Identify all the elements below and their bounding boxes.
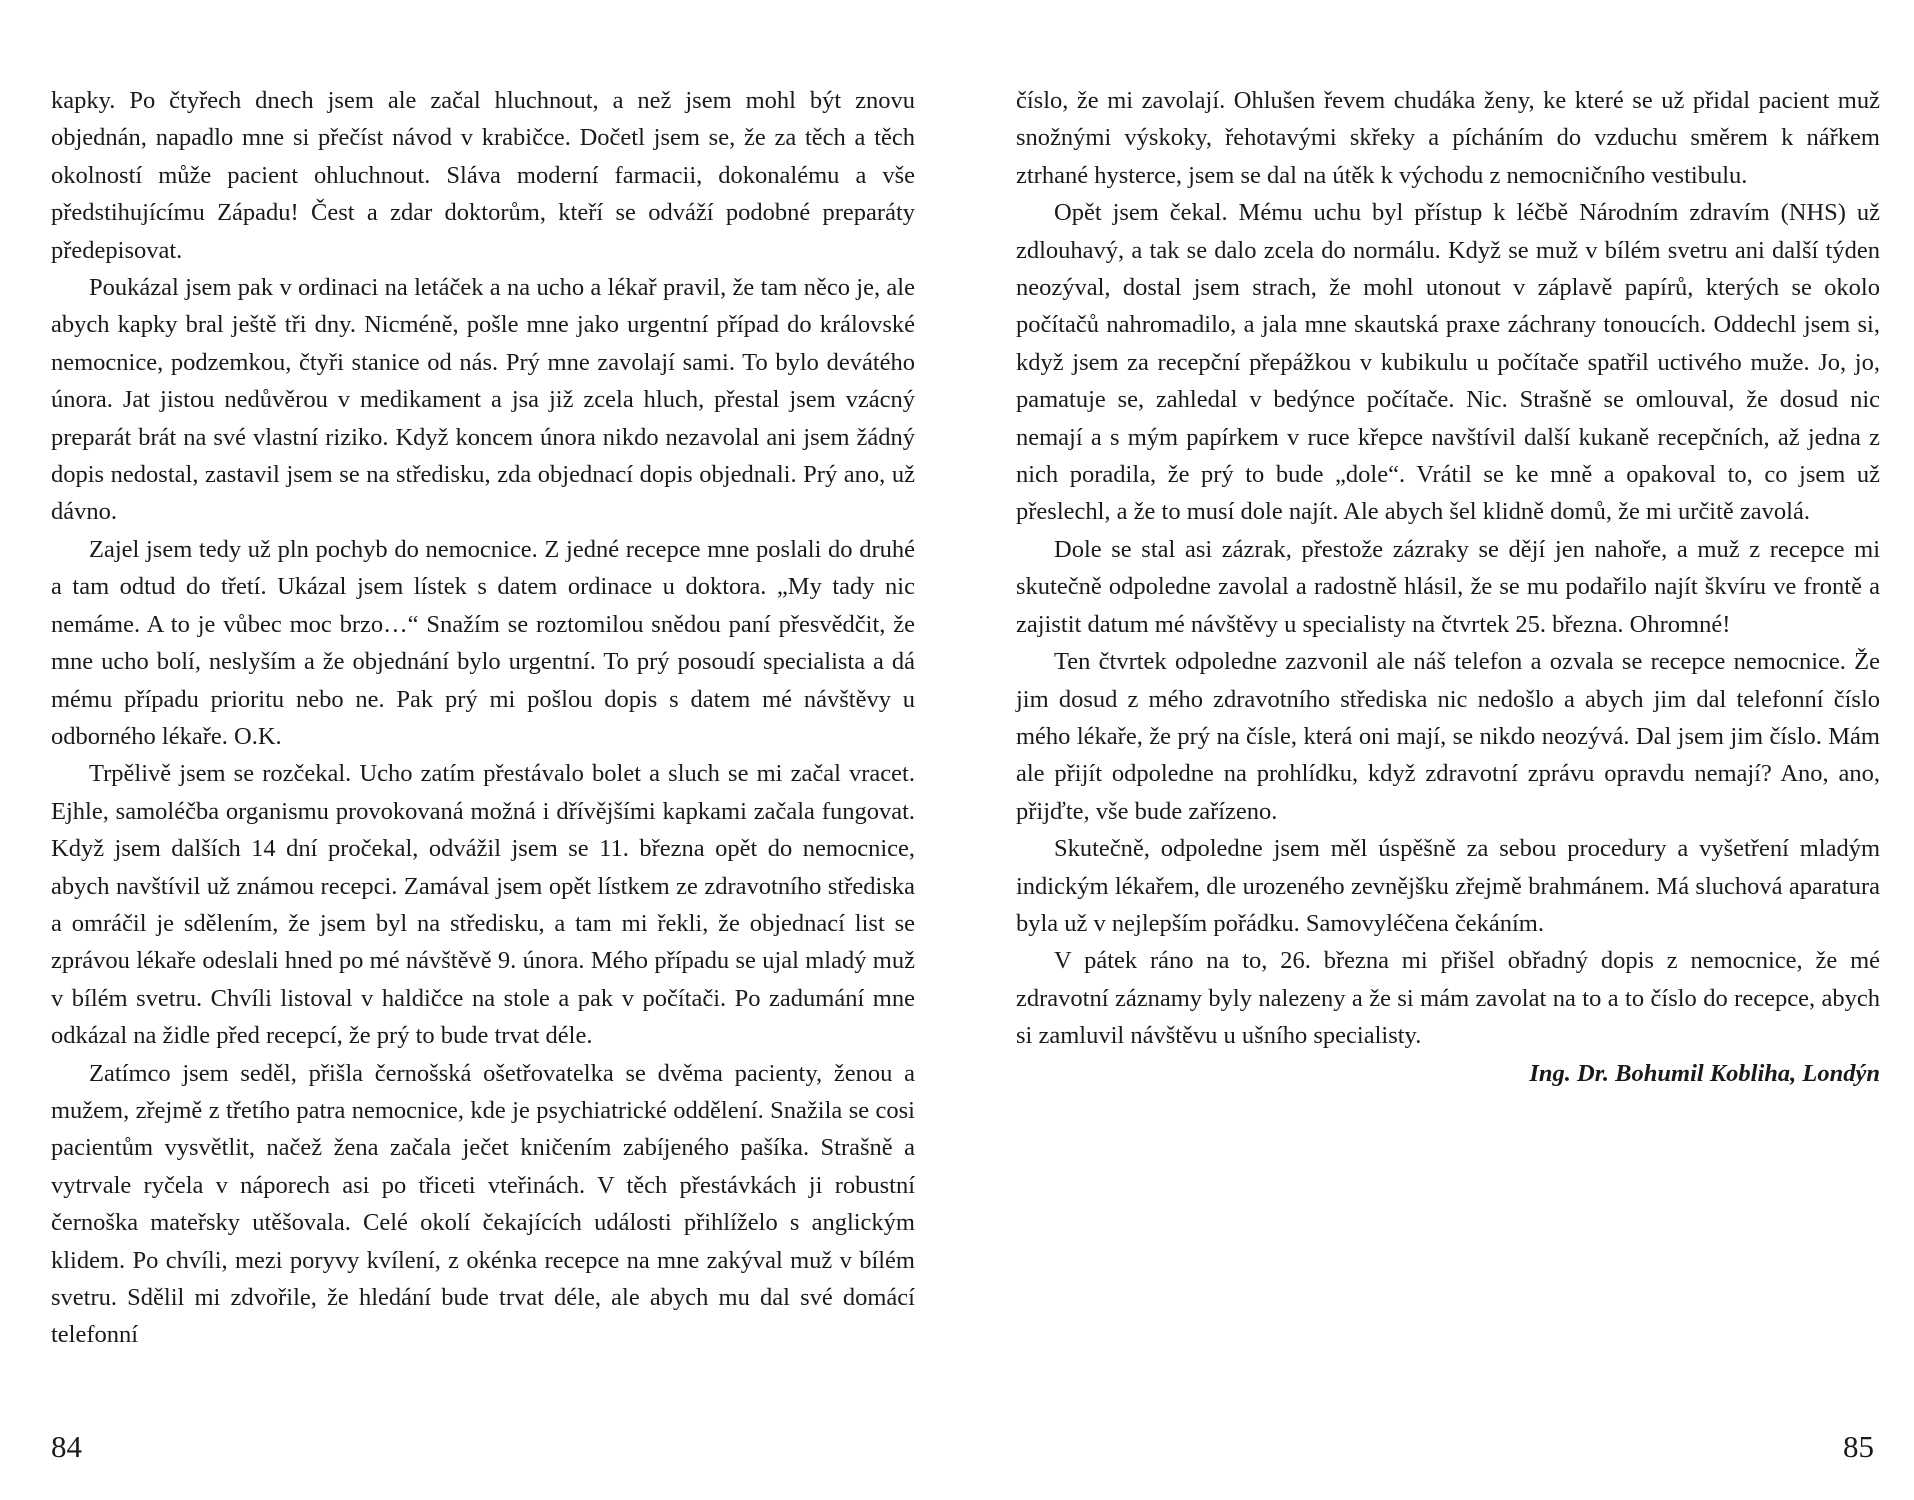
paragraph: Ten čtvrtek odpoledne zazvonil ale náš telefon a ozvala se recepce nemocnice. Že jim dosud z mého zdravotního střediska nic nedošlo a abych jim dal telefonní číslo mého lékaře, že prý na čísle, která oni mají, se nikdo neozývá. Dal jsem jim číslo. Mám ale přijít odpoledne na prohlídku, když zdravotní zprávu opravdu nemají? Ano, ano, přijďte, vše bude zařízeno. bbox=[1016, 648, 1880, 825]
left-page bbox=[51, 82, 915, 1354]
page-number-right: 85 bbox=[1843, 1429, 1874, 1464]
paragraph: Poukázal jsem pak v ordinaci na letáček a na ucho a lékař pravil, že tam něco je, ale abych kapky bral ještě tři dny. Nicméně, pošle mne jako urgentní případ do královské nemocnice, podzemkou, čtyři stanice od nás. Prý mne zavolají sami. To bylo devátého února. Jat jistou nedůvěrou v medikament a jsa již zcela hluch, přestal jsem vzácný preparát brát na své vlastní riziko. Když koncem února nikdo nezavolal ani jsem žádný dopis nedostal, zastavil jsem se na středisku, zda objednací dopis objednali. Prý ano, už dávno. bbox=[51, 274, 915, 526]
paragraph: kapky. Po čtyřech dnech jsem ale začal hluchnout, a než jsem mohl být znovu objednán, napadlo mne si přečíst návod v krabičce. Dočetl jsem se, že za těch a těch okolností může pacient ohluchnout. Sláva moderní farmacii, dokonalému a vše předstihujícímu Západu! Čest a zdar doktorům, kteří se odváží podobné preparáty předepisovat. bbox=[51, 87, 915, 264]
paragraph: číslo, že mi zavolají. Ohlušen řevem chudáka ženy, ke které se už přidal pacient muž snožnými výskoky, řehotavými skřeky a pícháním do vzduchu směrem k nářkem ztrhané hysterce, jsem se dal na útěk k východu z nemocničního vestibulu. bbox=[1016, 87, 1880, 189]
paragraph: Zajel jsem tedy už pln pochyb do nemocnice. Z jedné recepce mne poslali do druhé a tam odtud do třetí. Ukázal jsem lístek s datem ordinace u doktora. „My tady nic nemáme. A to je vůbec moc brzo…“ Snažím se roztomilou snědou paní přesvědčit, že mne ucho bolí, neslyším a že objednání bylo urgentní. To prý posoudí specialista a dá mému případu prioritu nebo ne. Pak prý mi pošlou dopis s datem mé návštěvy u odborného lékaře. O.K. bbox=[51, 535, 915, 750]
paragraph: Skutečně, odpoledne jsem měl úspěšně za sebou procedury a vyšetření mladým indickým lékařem, dle urozeného zevnějšku zřejmě brahmánem. Má sluchová aparatura byla už v nejlepším pořádku. Samovyléčena čekáním. bbox=[1016, 835, 1880, 937]
paragraph: Dole se stal asi zázrak, přestože zázraky se dějí jen nahoře, a muž z recepce mi skutečně odpoledne zavolal a radostně hlásil, že se mu podařilo najít škvíru ve frontě a zajistit datum mé návštěvy u specialisty na čtvrtek 25. března. Ohromné! bbox=[1016, 535, 1880, 638]
right-page bbox=[1016, 82, 1880, 1092]
paragraph: Trpělivě jsem se rozčekal. Ucho zatím přestávalo bolet a sluch se mi začal vracet. Ejhle, samoléčba organismu provokovaná možná i dřívějšími kapkami začala fungovat. Když jsem dalších 14 dní pročekal, odvážil jsem se 11. března opět do nemocnice, abych navštívil už známou recepci. Zamával jsem opět lístkem ze zdravotního střediska a omráčil je sdělením, že jsem byl na středisku, a tam mi řekli, že objednací list se zprávou lékaře odeslali hned po mé návštěvě 9. února. Mého případu se ujal mladý muž v bílém svetru. Chvíli listoval v haldičce na stole a pak v počítači. Po zadumání mne odkázal na židle před recepcí, že prý to bude trvat déle. bbox=[51, 760, 915, 1050]
paragraph: V pátek ráno na to, 26. března mi přišel obřadný dopis z nemocnice, že mé zdravotní záznamy byly nalezeny a že si mám zavolat na to a to číslo do recepce, abych si zamluvil návštěvu u ušního specialisty. bbox=[1016, 947, 1880, 1050]
author-signature: Ing. Dr. Bohumil Kobliha, Londýn bbox=[1529, 1059, 1880, 1087]
page-number-left: 84 bbox=[51, 1429, 82, 1464]
paragraph: Opět jsem čekal. Mému uchu byl přístup k léčbě Národním zdravím (NHS) už zdlouhavý, a tak se dalo zcela do normálu. Když se muž v bílém svetru ani další týden neozýval, dostal jsem strach, že mohl utonout v záplavě papírů, kterých se okolo počítačů nahromadilo, a jala mne skautská praxe záchrany tonoucích. Oddechl jsem si, když jsem za recepční přepážkou v kubikulu u počítače spatřil uctivého muže. Jo, jo, pamatuje se, zahledal v bedýnce počítače. Nic. Strašně se omlouval, že dosud nic nemají a s mým papírkem v ruce křepce navštívil další kukaně recepčních, až jedna z nich poradila, že prý to bude „dole“. Vrátil se ke mně a opakoval to, co jsem už přeslechl, a že to musí dole najít. Ale abych šel klidně domů, že mi určitě zavolá. bbox=[1016, 199, 1880, 526]
paragraph: Zatímco jsem seděl, přišla černošská ošetřovatelka se dvěma pacienty, ženou a mužem, zřejmě z třetího patra nemocnice, kde je psychiatrické oddělení. Snažila se cosi pacientům vysvětlit, načež žena začala ječet kničením zabíjeného pašíka. Strašně a vytrvale ryčela v náporech asi po třiceti vteřinách. V těch přestávkách ji robustní černoška mateřsky utěšovala. Celé okolí čekajících události přihlíželo s anglickým klidem. Po chvíli, mezi poryvy kvílení, z okénka recepce na mne zakýval muž v bílém svetru. Sdělil mi zdvořile, že hledání bude trvat déle, ale abych mu dal své domácí telefonní bbox=[51, 1059, 915, 1349]
